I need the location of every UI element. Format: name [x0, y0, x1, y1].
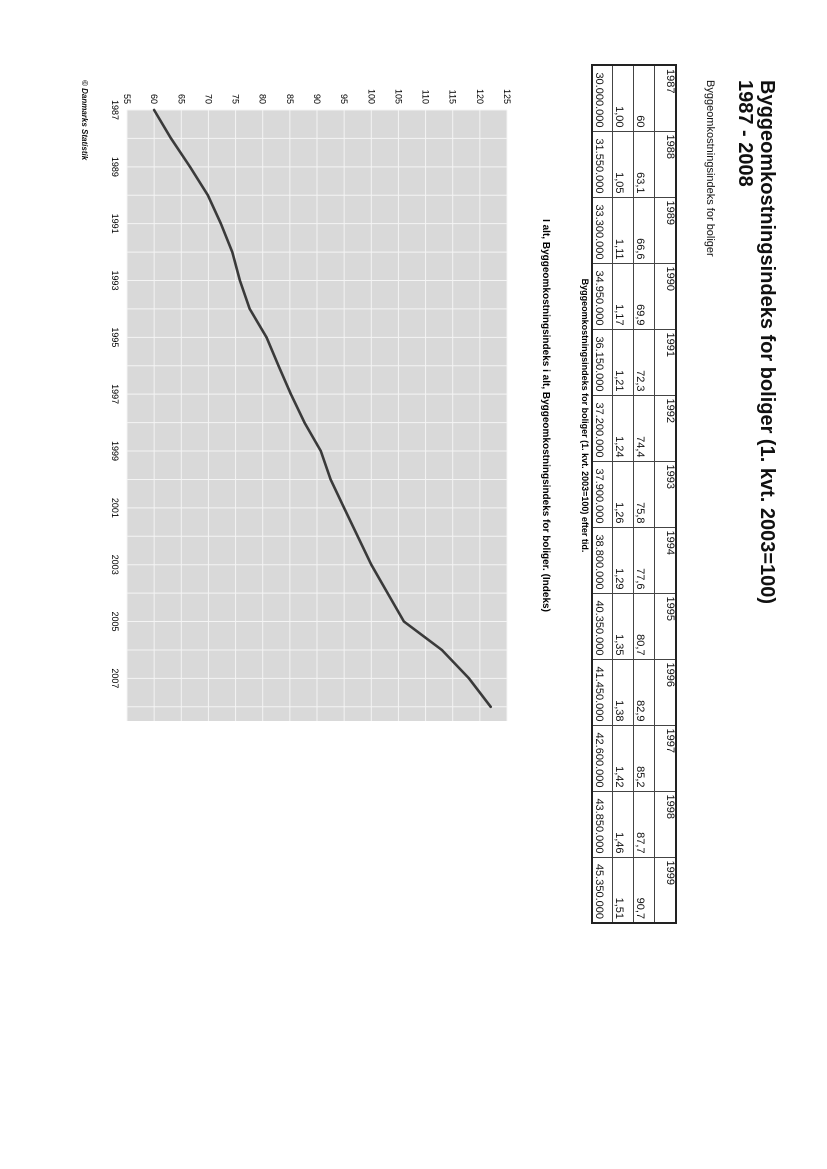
factor-cell: 1,05: [613, 131, 634, 197]
amount-cell: 37.200.000: [592, 395, 613, 461]
y-tick-label: 75: [230, 93, 241, 104]
y-tick-label: 125: [502, 88, 512, 104]
y-tick-label: 105: [393, 88, 404, 104]
x-tick-label: 1993: [110, 270, 120, 291]
document-subtitle: Byggeomkostningsindeks for boliger: [704, 80, 716, 257]
index-cell: 69,9: [634, 263, 655, 329]
amount-cell: 34.950.000: [592, 263, 613, 329]
amount-cell: 36.150.000: [592, 329, 613, 395]
table-row-index: [634, 65, 655, 923]
y-tick-label: 120: [474, 88, 485, 104]
amount-cell: 33.300.000: [592, 197, 613, 263]
amount-cell: 37.900.000: [592, 461, 613, 527]
y-tick-label: 60: [149, 93, 160, 104]
year-cell: 1991: [655, 329, 676, 395]
year-cell: 1987: [655, 65, 676, 131]
year-cell: 1994: [655, 527, 676, 593]
document-title-line-2: 1987 - 2008: [734, 80, 756, 187]
x-tick-label: 1989: [110, 156, 120, 177]
x-tick-label: 1997: [110, 384, 120, 405]
amount-cell: 30.000.000: [592, 65, 613, 131]
x-tick-label: 1991: [110, 213, 120, 234]
year-cell: 1992: [655, 395, 676, 461]
copyright-credit: © Danmarks Statistik: [80, 80, 89, 161]
y-tick-label: 95: [339, 93, 350, 104]
index-cell: 75,8: [634, 461, 655, 527]
year-cell: 1997: [655, 725, 676, 791]
index-cell: 63,1: [634, 131, 655, 197]
index-cell: 80,7: [634, 593, 655, 659]
factor-cell: 1,17: [613, 263, 634, 329]
amount-cell: 38.800.000: [592, 527, 613, 593]
amount-cell: 42.600.000: [592, 725, 613, 791]
chart-title: Byggeomkostningsindeks for boliger (1. kvt. 2003=100) efter tid.: [580, 278, 590, 553]
x-tick-label: 2003: [110, 554, 120, 575]
x-tick-label: 2007: [110, 668, 120, 689]
index-cell: 85,2: [634, 725, 655, 791]
amount-cell: 31.550.000: [592, 131, 613, 197]
y-tick-label: 80: [257, 93, 268, 104]
factor-cell: 1,29: [613, 527, 634, 593]
y-tick-label: 110: [420, 89, 431, 104]
y-tick-label: 65: [176, 93, 187, 104]
factor-cell: 1,38: [613, 659, 634, 725]
index-cell: 66,6: [634, 197, 655, 263]
index-cell: 77,6: [634, 527, 655, 593]
y-tick-label: 100: [366, 88, 377, 104]
index-cell: 90,7: [634, 857, 655, 923]
amount-cell: 40.350.000: [592, 593, 613, 659]
x-tick-label: 1987: [110, 99, 120, 121]
y-tick-label: 115: [447, 89, 458, 104]
y-tick-label: 55: [122, 93, 132, 104]
line-chart: [87, 57, 607, 722]
factor-cell: 1,24: [613, 395, 634, 461]
amount-cell: 41.450.000: [592, 659, 613, 725]
table-row-factor: [613, 65, 634, 923]
document-title-line-1: Byggeomkostningsindeks for boliger (1. kvt. 2003=100): [756, 80, 778, 605]
year-cell: 1993: [655, 461, 676, 527]
index-cell: 72,3: [634, 329, 655, 395]
factor-cell: 1,21: [613, 329, 634, 395]
table-row-years: [655, 65, 676, 923]
factor-cell: 1,46: [613, 791, 634, 857]
chart-series-label: I alt, Byggeomkostningsindeks i alt, Byggeomkostningsindeks for boliger. (Indeks): [540, 219, 551, 612]
chart-svg: [87, 57, 607, 722]
document-title: [734, 80, 778, 604]
factor-cell: 1,00: [613, 65, 634, 131]
factor-cell: 1,42: [613, 725, 634, 791]
year-cell: 1989: [655, 197, 676, 263]
y-tick-label: 85: [284, 93, 295, 104]
x-tick-label: 2001: [110, 497, 120, 518]
y-tick-label: 90: [312, 93, 322, 104]
year-cell: 1998: [655, 791, 676, 857]
year-cell: 1996: [655, 659, 676, 725]
index-cell: 82,9: [634, 659, 655, 725]
year-cell: 1988: [655, 131, 676, 197]
factor-cell: 1,26: [613, 461, 634, 527]
x-tick-label: 1999: [110, 441, 120, 462]
year-cell: 1990: [655, 263, 676, 329]
year-cell: 1995: [655, 593, 676, 659]
factor-cell: 1,11: [613, 197, 634, 263]
x-tick-label: 2005: [110, 611, 120, 632]
amount-cell: 45.350.000: [592, 857, 613, 923]
index-cell: 60: [634, 65, 655, 131]
factor-cell: 1,35: [613, 593, 634, 659]
amount-cell: 43.850.000: [592, 791, 613, 857]
factor-cell: 1,51: [613, 857, 634, 923]
year-cell: 1999: [655, 857, 676, 923]
y-tick-label: 70: [203, 93, 214, 104]
index-cell: 87,7: [634, 791, 655, 857]
x-tick-label: 1995: [110, 327, 120, 348]
index-cell: 74,4: [634, 395, 655, 461]
